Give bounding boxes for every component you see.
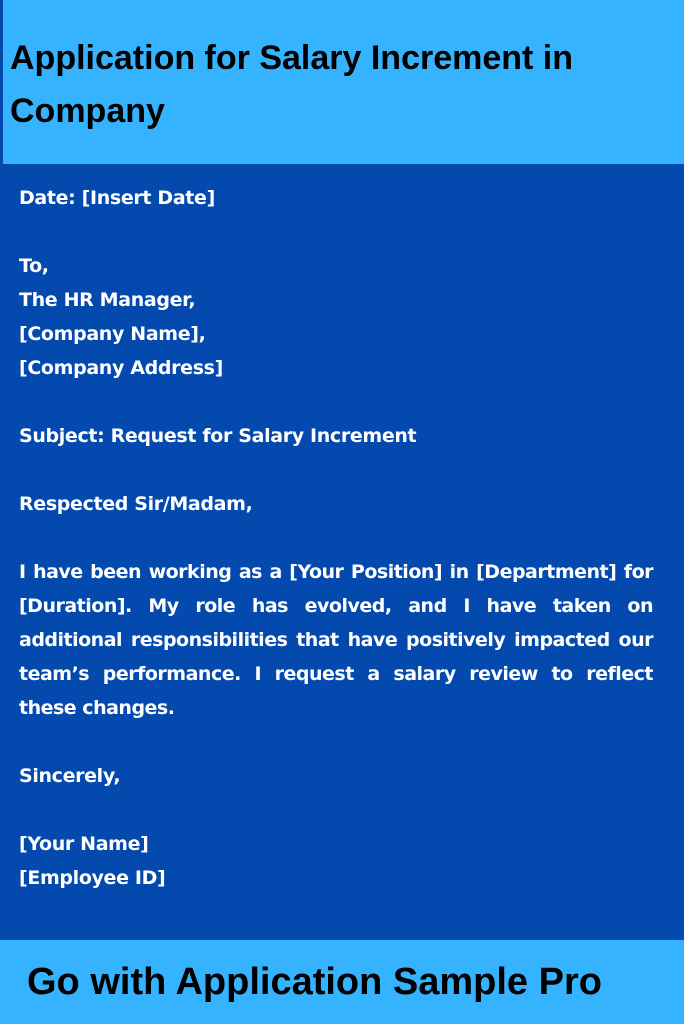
letter-company-name: [Company Name], [19,323,206,345]
page-title: Application for Salary Increment in Company [10,39,574,130]
letter-closing: Sincerely, [19,765,121,787]
letter-signature-id: [Employee ID] [19,867,166,889]
footer-tagline: Go with Application Sample Pro [27,961,602,1003]
letter-to: To, [19,255,49,277]
spacer [19,793,653,827]
letter-subject: Subject: Request for Salary Increment [19,425,417,447]
letter-date: Date: [Insert Date] [19,187,215,209]
letter-recipient: The HR Manager, [19,289,196,311]
spacer [19,385,653,419]
spacer [19,453,653,487]
letter-body [19,181,653,895]
letter-body-paragraph: I have been working as a [Your Position] in [Department] for [Duration]. My role has evolved, and I have taken on additional responsibilities that have positively impacted our team’s performance. I request a salary review to reflect these changes. [19,561,653,719]
letter-signature-name: [Your Name] [19,833,149,855]
spacer [19,725,653,759]
footer-banner [0,940,684,1024]
header-banner [0,0,684,164]
spacer [19,521,653,555]
letter-company-address: [Company Address] [19,357,223,379]
letter-salutation: Respected Sir/Madam, [19,493,253,515]
spacer [19,215,653,249]
